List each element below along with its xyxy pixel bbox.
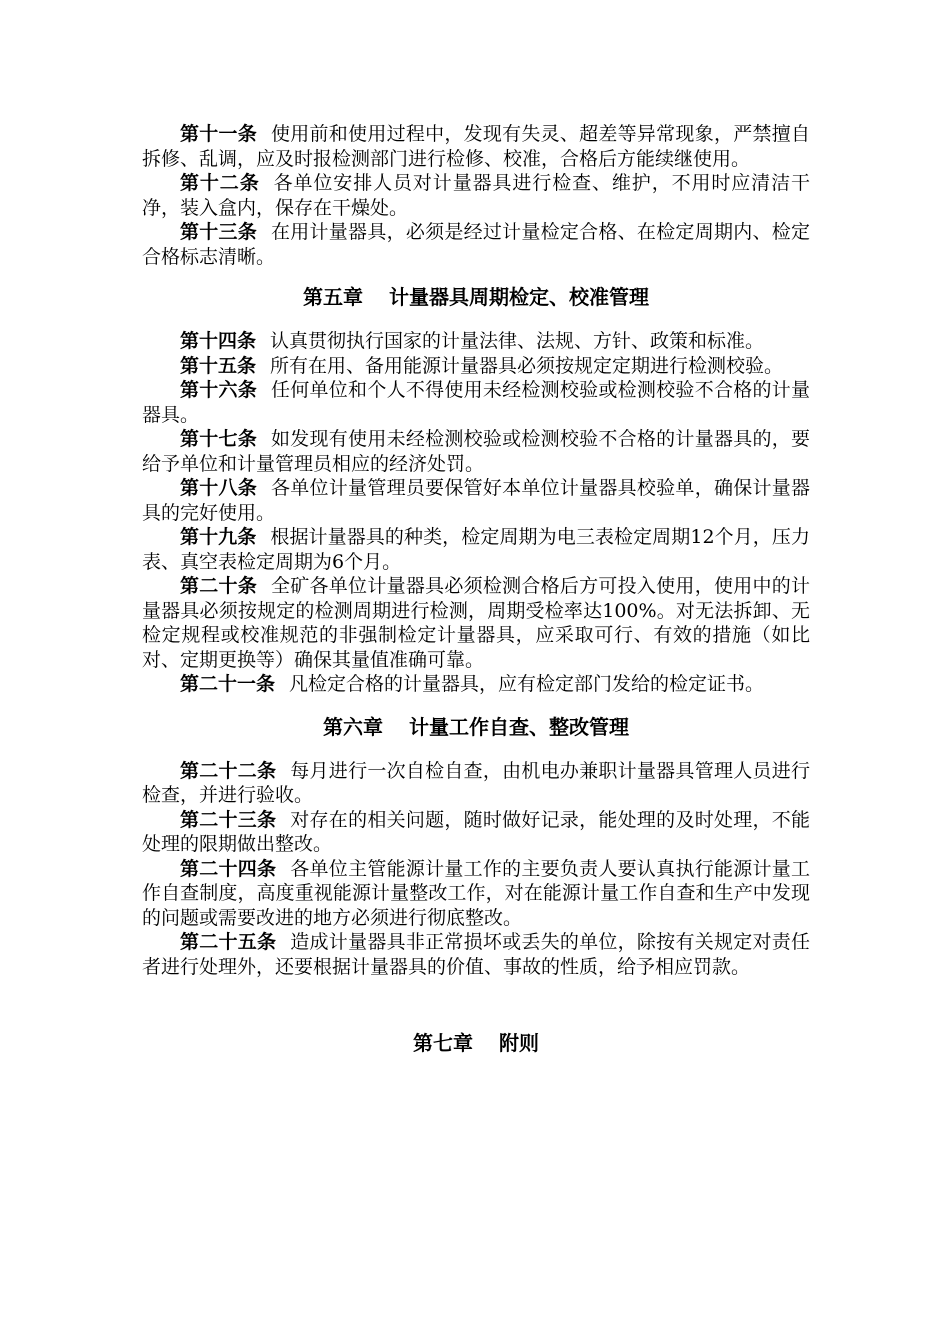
- article-number: 第二十三条: [180, 808, 277, 831]
- article-number: 第二十一条: [180, 673, 276, 695]
- article-19: [142, 525, 810, 574]
- article-24: [142, 857, 810, 931]
- article-16: [142, 378, 810, 427]
- article-text: 造成计量器具非正常损坏或丢失的单位，除按有关规定对责任者进行处理外，还要根据计量器具的价值、事故的性质，给予相应罚款。: [142, 931, 810, 978]
- chapter-title: 计量器具周期检定、校准管理: [389, 285, 649, 309]
- article-21: [142, 672, 810, 697]
- article-number: 第十九条: [180, 526, 257, 548]
- chapter-number: 第七章: [413, 1031, 473, 1055]
- article-number: 第二十五条: [180, 931, 277, 953]
- article-text: 各单位安排人员对计量器具进行检查、维护，不用时应清洁干净，装入盒内，保存在干燥处。: [142, 172, 810, 219]
- article-text: 认真贯彻执行国家的计量法律、法规、方针、政策和标准。: [270, 330, 765, 352]
- chapter-number: 第五章: [303, 285, 363, 309]
- article-number: 第二十二条: [180, 759, 277, 782]
- article-18: [142, 476, 810, 525]
- article-number: 第十一条: [180, 123, 258, 145]
- article-25: [142, 930, 810, 979]
- document-body: [142, 122, 810, 1055]
- article-15: [142, 354, 810, 379]
- article-text: 各单位主管能源计量工作的主要负责人要认真执行能源计量工作自查制度，高度重视能源计量整改工作，对在能源计量工作自查和生产中发现的问题或需要改进的地方必须进行彻底整改。: [142, 857, 810, 929]
- article-text: 任何单位和个人不得使用未经检测校验或检测校验不合格的计量器具。: [142, 379, 810, 426]
- article-12: [142, 171, 810, 220]
- article-text: 凡检定合格的计量器具，应有检定部门发给的检定证书。: [289, 673, 765, 695]
- article-text: 使用前和使用过程中，发现有失灵、超差等异常现象，严禁擅自拆修、乱调，应及时报检测部门进行检修、校准，合格后方能续继使用。: [142, 123, 810, 170]
- chapter-title: 附则: [499, 1031, 539, 1055]
- chapter-5-heading: [142, 285, 810, 309]
- article-number: 第十七条: [180, 428, 258, 450]
- article-23: [142, 808, 810, 857]
- article-number: 第十八条: [180, 477, 258, 499]
- article-22: [142, 759, 810, 808]
- chapter-title: 计量工作自查、整改管理: [409, 714, 629, 739]
- article-text: 所有在用、备用能源计量器具必须按规定定期进行检测校验。: [270, 354, 784, 377]
- article-13: [142, 220, 810, 269]
- article-number: 第十六条: [180, 379, 258, 401]
- article-text: 如发现有使用未经检测校验或检测校验不合格的计量器具的，要给予单位和计量管理员相应的经济处罚。: [142, 428, 810, 475]
- article-11: [142, 122, 810, 171]
- article-text: 在用计量器具，必须是经过计量检定合格、在检定周期内、检定合格标志清晰。: [142, 221, 810, 268]
- article-text: 根据计量器具的种类，检定周期为电三表检定周期12个月，压力表、真空表检定周期为6个月。: [142, 526, 810, 573]
- chapter-7-heading: [142, 1031, 810, 1055]
- article-number: 第十三条: [180, 221, 258, 243]
- chapter-6-heading: [142, 715, 810, 739]
- article-text: 对存在的相关问题，随时做好记录，能处理的及时处理，不能处理的限期做出整改。: [142, 808, 810, 855]
- article-number: 第十二条: [180, 172, 260, 194]
- article-number: 第二十条: [180, 575, 258, 597]
- article-number: 第十五条: [180, 354, 257, 377]
- article-number: 第十四条: [180, 330, 257, 352]
- article-text: 每月进行一次自检自查，由机电办兼职计量器具管理人员进行检查，并进行验收。: [142, 759, 810, 806]
- article-14: [142, 329, 810, 354]
- article-text: 全矿各单位计量器具必须检测合格后方可投入使用，使用中的计量器具必须按规定的检测周期进行检测，周期受检率达100%。对无法拆卸、无检定规程或校准规范的非强制检定计量器具，应采取可行、有效的措施（如比对、定期更换等）确保其量值准确可靠。: [142, 575, 810, 671]
- chapter-number: 第六章: [323, 714, 383, 739]
- article-20: [142, 574, 810, 672]
- article-text: 各单位计量管理员要保管好本单位计量器具校验单，确保计量器具的完好使用。: [142, 477, 810, 524]
- article-number: 第二十四条: [180, 857, 277, 880]
- article-17: [142, 427, 810, 476]
